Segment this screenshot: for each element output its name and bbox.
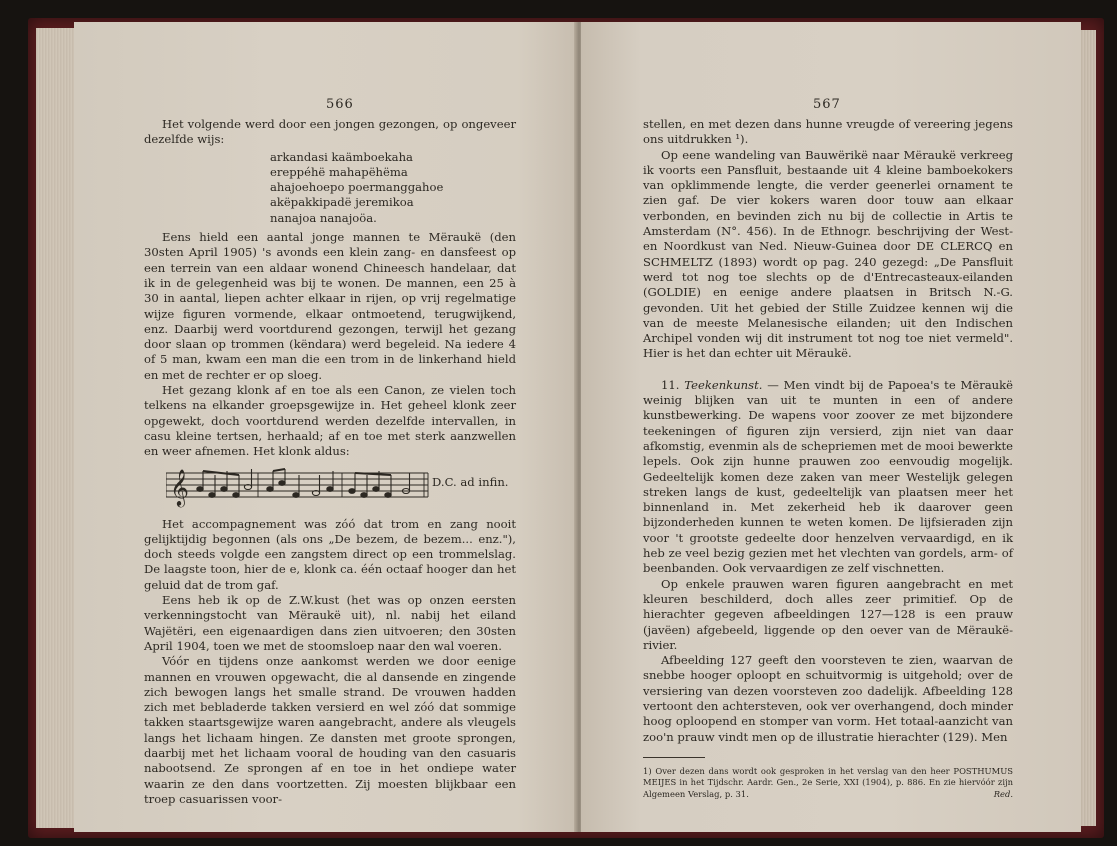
footnote (643, 766, 1013, 800)
right-page (581, 22, 1081, 832)
paragraph: Het gezang klonk af en toe als een Canon, ze vielen toch telkens na elkander groepsgewijze in. Het geheel klonk zeer opgewekt, doch voortdurend werden dezelfde intervallen, in casu kleine tertsen, herhaald; af en toe met sterk aanzwellen en weer afnemen. Het klonk aldus: (144, 383, 516, 459)
paragraph: Het volgende werd door een jongen gezongen, op ongeveer dezelfde wijs: (144, 117, 516, 147)
footnote-signature: Red. (993, 788, 1013, 799)
music-notation (144, 463, 516, 511)
song-line: arkandasi kaämboekaha (270, 149, 413, 164)
section-title: Teekenkunst. (684, 377, 763, 392)
left-page (74, 22, 578, 832)
section-number: 11. (661, 377, 680, 392)
music-annotation: D.C. ad infin. (432, 474, 509, 489)
footnote-rule (643, 757, 705, 758)
song-line: nanajoa nanajoöa. (270, 210, 377, 225)
song-lyrics (270, 150, 516, 226)
svg-text:𝄞: 𝄞 (170, 467, 189, 506)
music-staff-image (166, 465, 430, 509)
paragraph: Op enkele prauwen waren figuren aangebracht en met kleuren beschilderd, doch alles zeer primitief. Op de hierachter gegeven afbeeldingen 127—128 is een prauw (javëen) afgebeeld, liggende op den oever van de Mëraukë-rivier. (643, 576, 1013, 652)
page-number: 567 (813, 97, 841, 112)
page-edges-left (36, 28, 76, 828)
section-paragraph (643, 378, 1013, 577)
song-line: ahajoehoepo poermanggahoe (270, 180, 444, 195)
paragraph: Het accompagnement was zóó dat trom en zang nooit gelijktijdig begonnen (als ons „De bezem, de bezem... enz."), doch steeds volgde een zangstem direct op een trommelslag. De laagste toon, hier de e, klonk ca. één octaaf hooger dan het geluid dat de trom gaf. (144, 516, 516, 592)
paragraph: Eens heb ik op de Z.W.kust (het was op onzen eersten verkenningstocht van Mëraukë uit), nl. nabij het eiland Wajëtëri, een eigenaardigen dans zien uitvoeren; den 30sten April 1904, toen we met de stoomsloep naar den wal voeren. (144, 593, 516, 653)
paragraph: Eens hield een aantal jonge mannen te Mëraukë (den 30sten April 1905) 's avonds een klein zang- en dansfeest op een terrein van een aldaar wonend Chineesch handelaar, dat ik in de gelegenheid was bij te wonen. De mannen, een 25 à 30 in aantal, liepen achter elkaar in rijen, op vrij regelmatige wijze figuren vormende, elkaar ontmoetend, terugwijkend, enz. Daarbij werd voortdurend gezongen, terwijl het gezang door slaan op trommen (këndara) werd begeleid. Na iedere 4 of 5 man, kwam een man die een trom in de linkerhand hield en met de rechter er op sloeg. (144, 230, 516, 382)
page-number: 566 (326, 97, 354, 112)
paragraph: Op eene wandeling van Bauwërikë naar Mëraukë verkreeg ik voorts een Pansfluit, bestaande uit 4 kleine bamboekokers van opklimmende lengte, die verder geenerlei ornament te zien gaf. De vier kokers waren door touw aan elkaar verbonden, en bevinden zich nu bij de collectie in Artis te Amsterdam (N°. 456). In de Ethnogr. beschrijving der West- en Noordkust van Ned. Nieuw-Guinea door DE CLERCQ en SCHMELTZ (1893) wordt op pag. 240 gezegd: „De Pansfluit werd tot nog toe slechts op de d'Entrecasteaux-eilanden (GOLDIE) en eenige andere plaatsen in Britsch N.-G. gevonden. Uit het gebied der Stille Zuidzee kennen wij die van de meeste Melanesische eilanden; uit den Indischen Archipel vonden wij dit instrument tot nog toe niet vermeld". Hier is het dan echter uit Mëraukë. (643, 147, 1013, 361)
section-text: — Men vindt bij de Papoea's te Mëraukë weinig blijken van uit te munten in een of andere kunstbewerking. De wapens voor zoover ze met bijzondere teekeningen of figuren zijn versierd, zijn niet van daar afkomstig, evenmin als de schepriemen met de mooi bewerkte lepels. Ook zijn hunne prauwen zoo eenvoudig mogelijk. Gedeeltelijk komen deze zaken van meer Westelijk gelegen streken langs de kust, gedeeltelijk van plaatsen meer het binnenland in. Met zekerheid heb ik daarover geen bijzonderheden kunnen te weten komen. De lijfsieraden zijn voor 't grootste gedeelte door henzelven vervaardigd, en ik heb ze veel bezig gezien met het vlechten van gordels, arm- of beenbanden. Ook vervaardigen ze zelf vischnetten. (643, 377, 1014, 576)
paragraph: Afbeelding 127 geeft den voorsteven te zien, waarvan de snebbe hooger oploopt en schuitvormig is uitgehold; over de versiering van dezen voorsteven zoo dadelijk. Afbeelding 128 vertoont den achtersteven, ook ver overhangend, doch minder hoog oploopend en stomper van vorm. Het totaal-aanzicht van zoo'n prauw vindt men op de illustratie hierachter (129). Men (643, 653, 1013, 744)
left-page-text (144, 117, 516, 807)
paragraph: stellen, en met dezen dans hunne vreugde of vereering jegens ons uitdrukken ¹). (643, 117, 1013, 147)
right-page-text (643, 117, 1013, 800)
paragraph: Vóór en tijdens onze aankomst werden we door eenige mannen en vrouwen opgewacht, die al dansende en zingende zich bewogen langs het smalle strand. De vrouwen hadden zich met bebladerde takken versierd en wel zóó dat sommige takken staartsgewijze waren aangebracht, andere als vleugels langs het lichaam hingen. Ze dansten met groote sprongen, daarbij met het lichaam vooral de houding van den casuaris nabootsend. Ze sprongen af en toe in het ondiepe water waarin ze den dans voortzetten. Zij moesten blijkbaar een troep casuarissen voor- (144, 654, 516, 806)
song-line: akëpakkipadë jeremikoa (270, 195, 414, 210)
song-line: ereppéhë mahapëhëma (270, 164, 408, 179)
footnote-text: 1) Over dezen dans wordt ook gesproken in het verslag van den heer POSTHUMUS MEIJES in het Tijdschr. Aardr. Gen., 2e Serie, XXI (1904), p. 886. En zie hiervóór zijn Algemeen Verslag, p. 31. (643, 765, 1013, 799)
